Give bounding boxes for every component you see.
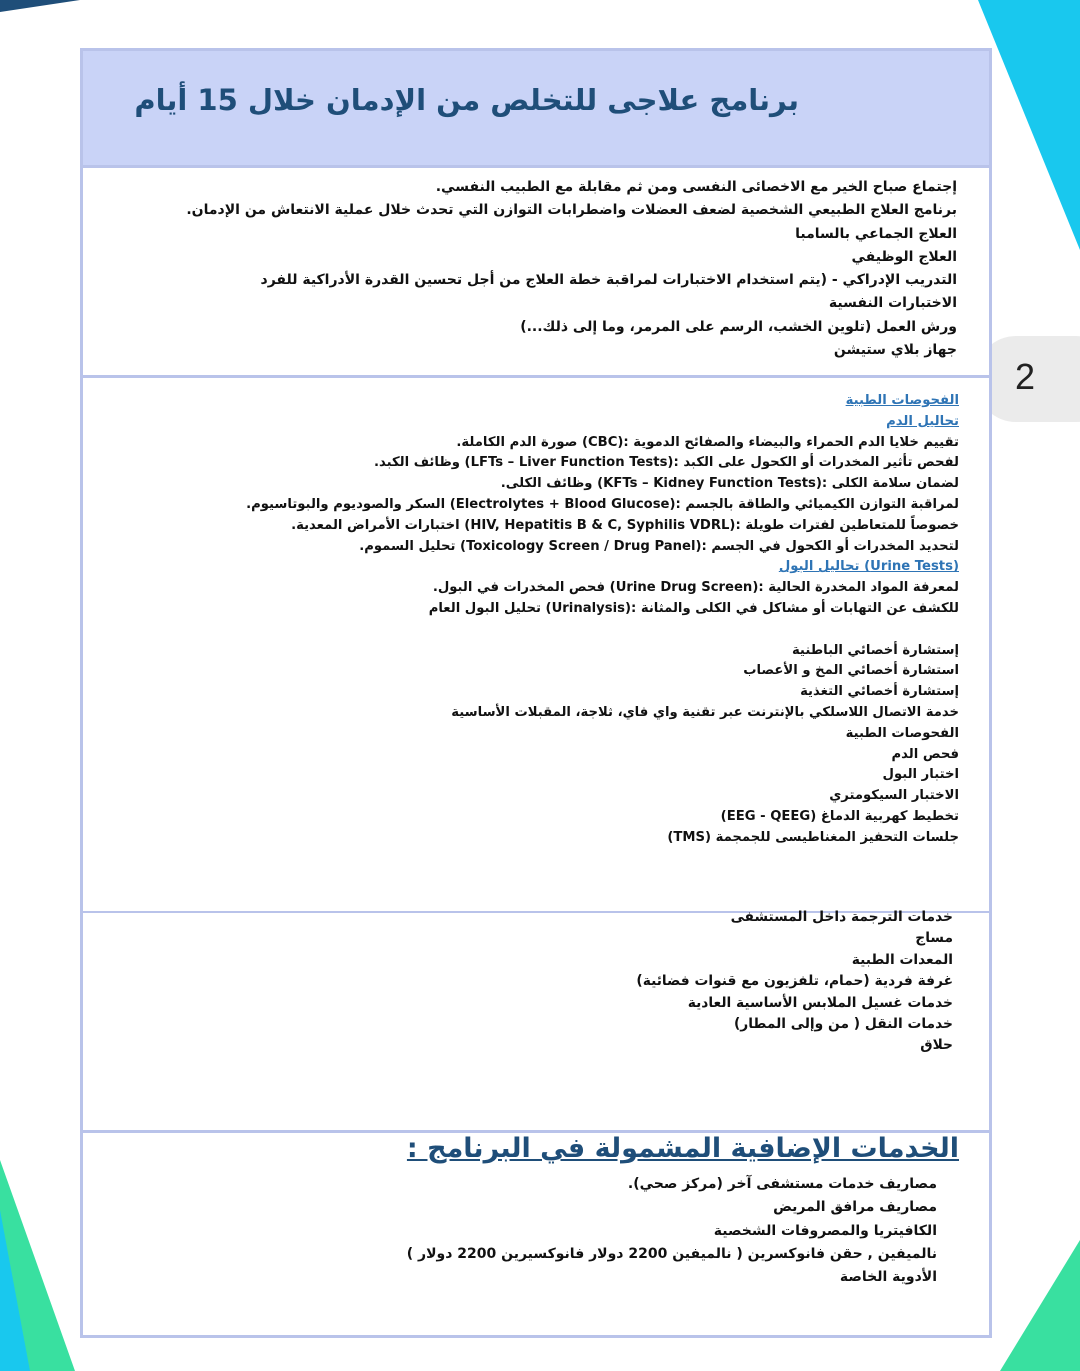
list-item: الاختبار السيكومتري [829, 788, 959, 804]
list-item: تخطيط كهربية الدماغ (EEG - QEEG) [720, 808, 959, 824]
list-item: حلاق [920, 1037, 953, 1054]
list-item: للكشف عن التهابات أو مشاكل في الكلى والمثانة :(Urinalysis) تحليل البول العام [428, 600, 959, 616]
list-item: لتحديد المخدرات أو الكحول في الجسم :(Toxicology Screen / Drug Panel) تحليل السموم. [359, 538, 959, 554]
list-item: تقييم خلايا الدم الحمراء والبيضاء والصفائح الدموية :(CBC) صورة الدم الكاملة. [456, 434, 959, 450]
list-item: ورش العمل (تلوين الخشب، الرسم على المرمر، وما إلى ذلك...) [520, 318, 957, 335]
blood-tests-heading[interactable]: تحاليل الدم [886, 413, 959, 429]
list-item: المعدات الطبية [851, 951, 953, 968]
list-item: الأدوية الخاصة [839, 1269, 937, 1286]
top-left-accent [0, 0, 90, 14]
title-band [83, 51, 989, 168]
page-number: 2 [1015, 356, 1036, 397]
list-item: مصاريف مرافق المريض [773, 1199, 937, 1216]
bottom-left-accent [0, 1150, 90, 1371]
list-item: خدمات غسيل الملابس الأساسية العادية [687, 994, 953, 1011]
list-item: استشارة أخصائي المخ و الأعصاب [743, 663, 959, 679]
list-item: التدريب الإدراكي - (يتم استخدام الاختبارات لمراقبة خطة العلاج من أجل تحسين القدرة الأدراكية للفرد [260, 272, 957, 289]
list-item: لضمان سلامة الكلى :(KFTs – Kidney Function Tests) وظائف الكلى. [500, 476, 959, 492]
list-item: لمعرفة المواد المخدرة الحالية :(Urine Drug Screen) فحص المخدرات في البول. [432, 580, 959, 596]
list-item: برنامج العلاج الطبيعي الشخصية لضعف العضلات واضطرابات التوازن التي تحدث خلال عملية الانتعاش من الإدمان. [186, 202, 957, 219]
list-item: خدمة الاتصال اللاسلكي بالإنترنت عبر تقنية واي فاي، ثلاجة، المقبلات الأساسية [451, 704, 959, 720]
additional-services-list [407, 1173, 937, 1289]
program-section [83, 168, 989, 378]
urine-tests-heading[interactable]: (Urine Tests) تحاليل البول [778, 559, 959, 575]
bottom-right-accent [980, 1240, 1080, 1371]
list-item: جلسات التحفيز المغناطيسى للجمجمة (TMS) [667, 829, 959, 845]
list-item: فحص الدم [891, 746, 959, 762]
amenities-section [83, 909, 989, 1133]
list-item: اختبار البول [882, 767, 959, 783]
list-item: الاختبارات النفسية [828, 295, 957, 312]
amenities-list [636, 907, 953, 1057]
list-item: العلاج الوظيفي [851, 248, 957, 265]
list-item: إستشارة أخصائي الباطنية [791, 642, 959, 658]
list-item: مساج [915, 930, 953, 947]
list-item: نالميفين , حقن فانوكسرين ( نالميفين 2200 دولار فانوكسيرين 2200 دولار ) [406, 1245, 937, 1262]
list-item: خصوصاً للمتعاطين لفترات طويلة :(HIV, Hepatitis B & C, Syphilis VDRL) اختبارات الأمراض المعدية. [291, 517, 959, 533]
medical-section [83, 378, 989, 913]
list-item: العلاج الجماعي بالسامبا [795, 225, 957, 242]
list-item: خدمات النقل ( من وإلى المطار) [733, 1016, 953, 1033]
additional-services-heading: الخدمات الإضافية المشمولة في البرنامج : [406, 1133, 959, 1164]
list-item: إجتماع صباح الخير مع الاخصائى النفسى ومن ثم مقابلة مع الطبيب النفسي. [435, 179, 957, 195]
list-item: إستشارة أخصائي التغذية [800, 684, 959, 700]
list-item: الكافيتريا والمصروفات الشخصية [713, 1222, 937, 1239]
list-item: مصاريف خدمات مستشفى آخر (مركز صحي). [627, 1176, 937, 1192]
page-title: برنامج علاجى للتخلص من الإدمان خلال 15 أيام [134, 83, 799, 117]
list-item: لفحص تأثير المخدرات أو الكحول على الكبد :(LFTs – Liver Function Tests) وظائف الكبد. [373, 455, 959, 471]
spacer [246, 620, 959, 641]
list-item: لمراقبة التوازن الكيميائي والطاقة بالجسم :(Electrolytes + Blood Glucose) السكر والصوديوم والبوتاسيوم. [246, 496, 959, 512]
document-page [80, 48, 992, 1338]
additional-services-section [83, 1133, 989, 1338]
program-list [186, 176, 957, 362]
list-item: غرفة فردية (حمام، تلفزيون مع قنوات فضائية) [636, 973, 953, 990]
list-item: الفحوصات الطبية [845, 725, 959, 741]
list-item: جهاز بلاي ستيشن [833, 342, 957, 359]
medical-exams-heading[interactable]: الفحوصات الطبية [845, 393, 959, 408]
list-item: خدمات الترجمة داخل المستشفى [730, 909, 953, 925]
medical-list [246, 391, 959, 849]
